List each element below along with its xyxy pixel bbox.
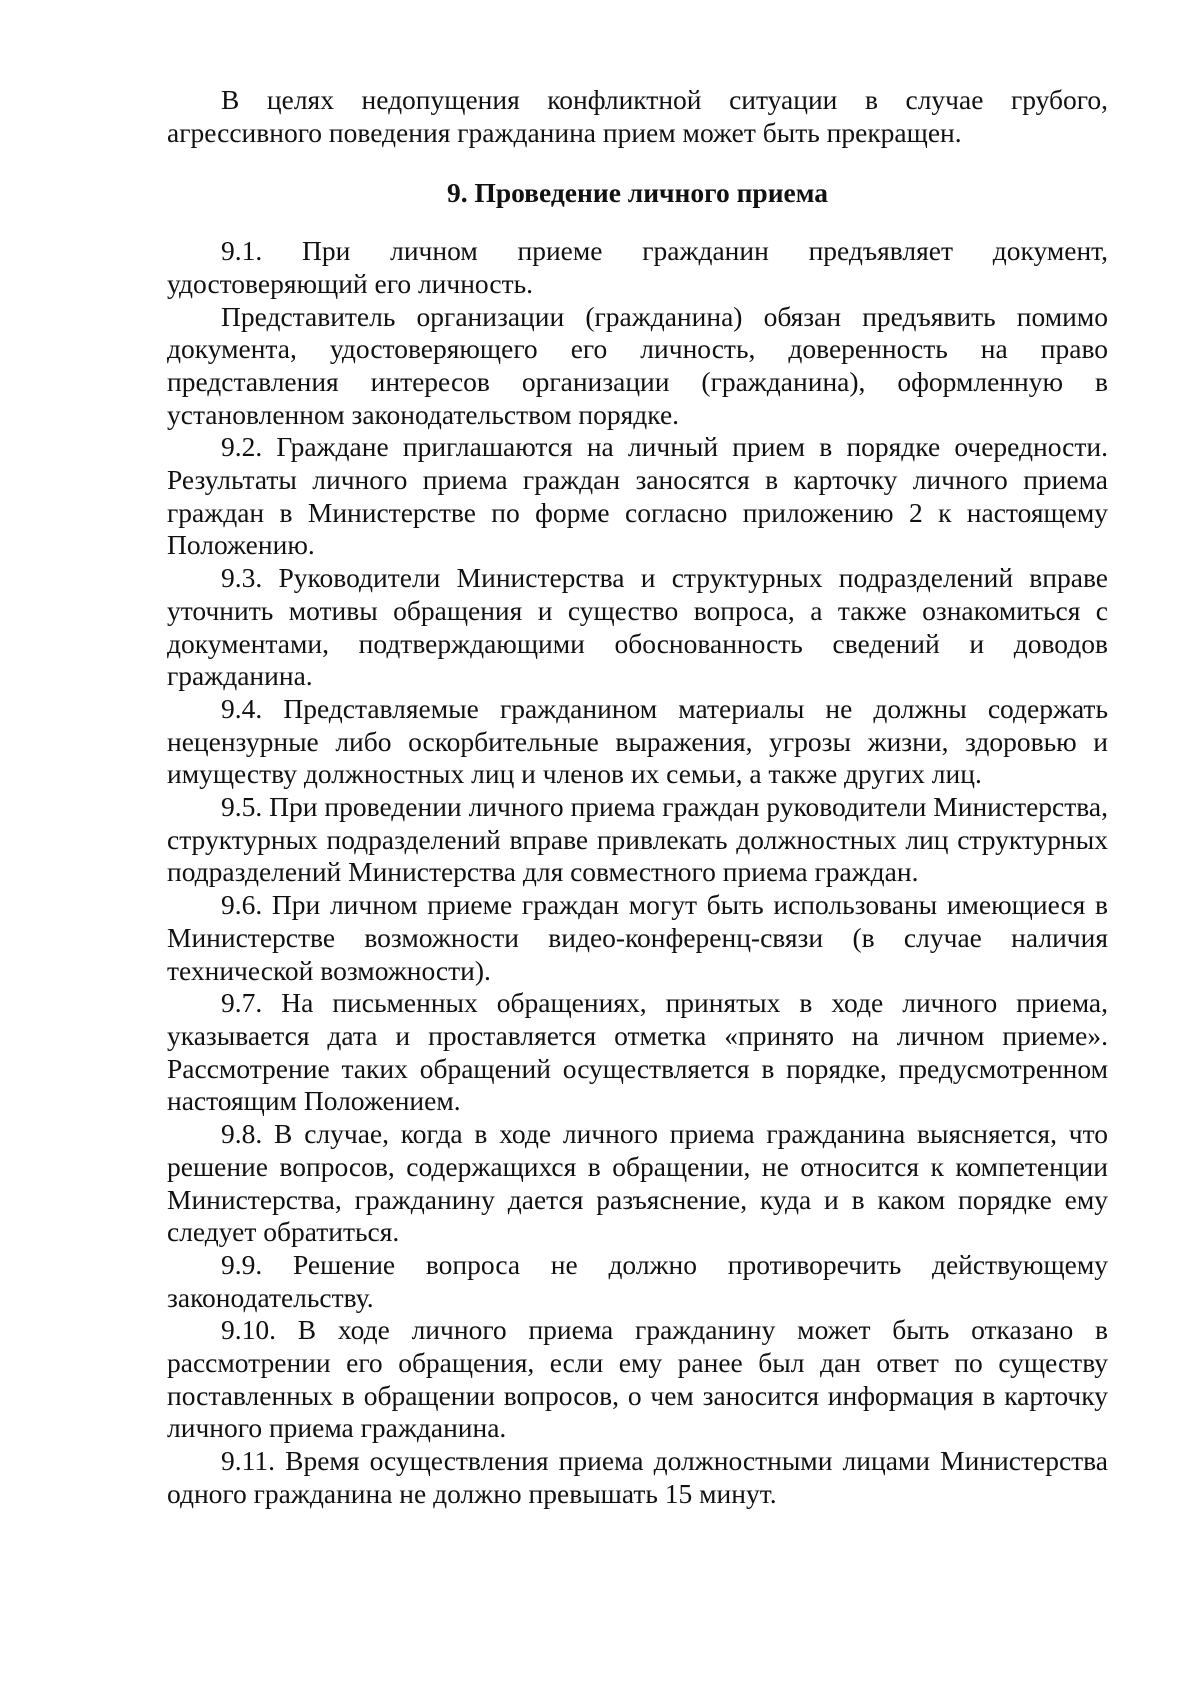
paragraph-9-7: 9.7. На письменных обращениях, принятых в ходе личного приема, указывается дата и проставляется отметка «принято на личном приеме». Рассмотрение таких обращений осуществляется в порядке, предусмотренном настоящим Положением. — [167, 987, 1108, 1117]
paragraph-9-2: 9.2. Граждане приглашаются на личный прием в порядке очередности. Результаты личного приема граждан заносятся в карточку личного приема граждан в Министерстве по форме согласно приложению 2 к настоящему Положению. — [167, 431, 1108, 561]
paragraph-9-10: 9.10. В ходе личного приема гражданину может быть отказано в рассмотрении его обращения, если ему ранее был дан ответ по существу поставленных в обращении вопросов, о чем заносится информация в карточку личного приема гражданина. — [167, 1314, 1108, 1444]
paragraph-representative: Представитель организации (гражданина) обязан предъявить помимо документа, удостоверяющего его личность, доверенность на право представления интересов организации (гражданина), оформленную в установленном законодательством порядке. — [167, 300, 1108, 430]
paragraph-9-3: 9.3. Руководители Министерства и структурных подразделений вправе уточнить мотивы обращения и существо вопроса, а также ознакомиться с документами, подтверждающими обоснованность сведений и доводов гражданина. — [167, 562, 1108, 692]
paragraph-9-6: 9.6. При личном приеме граждан могут быть использованы имеющиеся в Министерстве возможности видео-конференц-связи (в случае наличия технической возможности). — [167, 889, 1108, 986]
paragraph-9-8: 9.8. В случае, когда в ходе личного приема гражданина выясняется, что решение вопросов, содержащихся в обращении, не относится к компетенции Министерства, гражданину дается разъяснение, куда и в каком порядке ему следует обратиться. — [167, 1118, 1108, 1248]
paragraph-9-4: 9.4. Представляемые гражданином материалы не должны содержать нецензурные либо оскорбительные выражения, угрозы жизни, здоровью и имуществу должностных лиц и членов их семьи, а также других лиц. — [167, 692, 1108, 790]
section-title: 9. Проведение личного приема — [446, 177, 829, 209]
intro-paragraph: В целях недопущения конфликтной ситуации в случае грубого, агрессивного поведения гражданина прием может быть прекращен. — [167, 84, 1108, 148]
paragraph-9-1: 9.1. При личном приеме гражданин предъявляет документ, удостоверяющий его личность. — [167, 235, 1108, 299]
paragraph-9-5: 9.5. При проведении личного приема граждан руководители Министерства, структурных подразделений вправе привлекать должностных лиц структурных подразделений Министерства для совместного приема граждан. — [167, 791, 1108, 888]
paragraph-9-9: 9.9. Решение вопроса не должно противоречить действующему законодательству. — [167, 1248, 1108, 1313]
paragraph-9-11: 9.11. Время осуществления приема должностными лицами Министерства одного гражданина не должно превышать 15 минут. — [167, 1445, 1108, 1509]
